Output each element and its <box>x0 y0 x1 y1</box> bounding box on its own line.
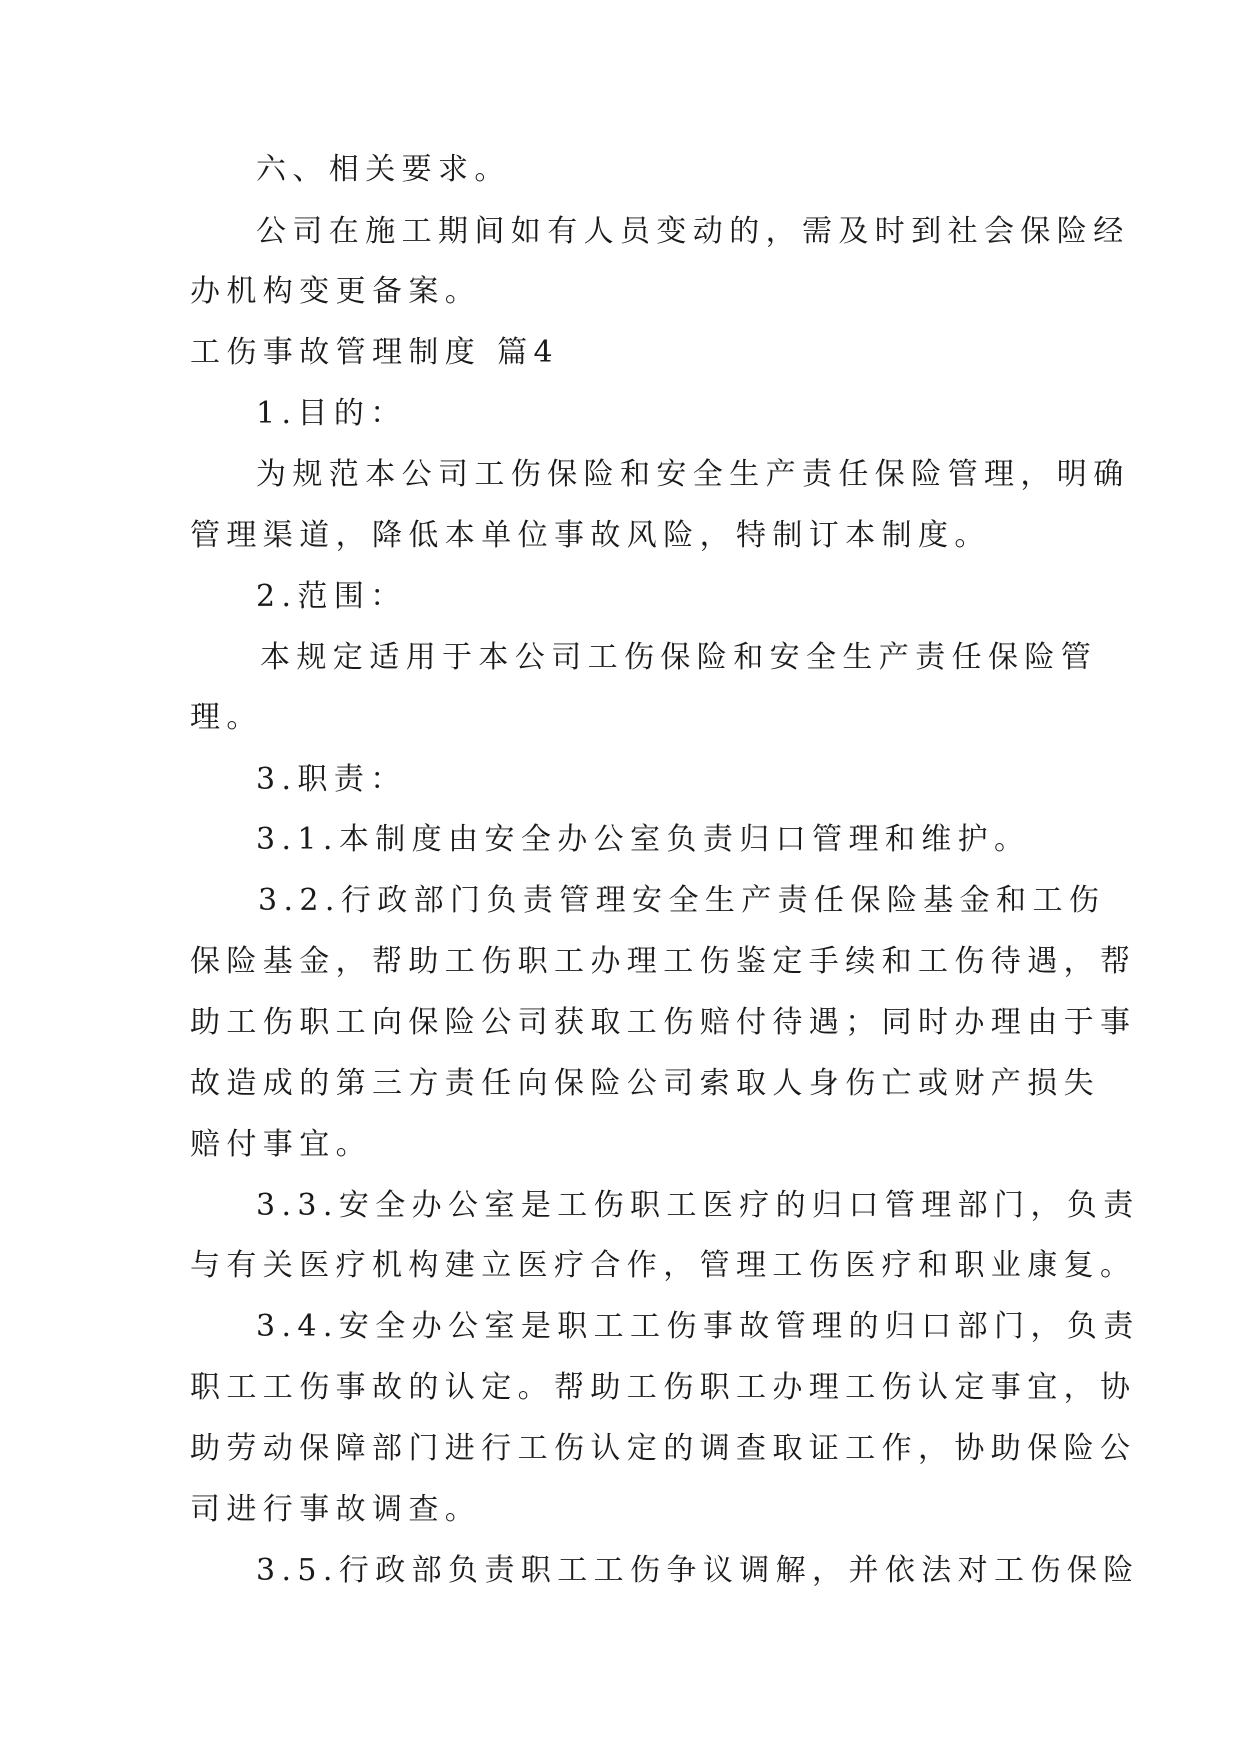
paragraph-line: 助工伤职工向保险公司获取工伤赔付待遇；同时办理由于事 <box>190 1005 1137 1040</box>
section-heading: 2.范围： <box>256 579 407 614</box>
paragraph-line: 职工工伤事故的认定。帮助工伤职工办理工伤认定事宜，协 <box>190 1370 1137 1405</box>
paragraph-line: 3.2.行政部门负责管理安全生产责任保险基金和工伤 <box>258 883 1106 918</box>
section-heading: 六、相关要求。 <box>256 152 511 187</box>
paragraph-line: 3.3.安全办公室是工伤职工医疗的归口管理部门，负责 <box>256 1188 1140 1223</box>
paragraph-line: 助劳动保障部门进行工伤认定的调查取证工作，协助保险公 <box>190 1431 1137 1466</box>
paragraph-line: 3.4.安全办公室是职工工伤事故管理的归口部门，负责 <box>256 1309 1140 1344</box>
paragraph-line: 3.1.本制度由安全办公室负责归口管理和维护。 <box>256 822 1031 857</box>
paragraph-line: 赔付事宜。 <box>190 1127 372 1162</box>
paragraph-line: 司进行事故调查。 <box>190 1492 482 1527</box>
paragraph-line: 办机构变更备案。 <box>190 274 482 309</box>
paragraph-line: 管理渠道，降低本单位事故风险，特制订本制度。 <box>190 518 991 553</box>
paragraph-line: 保险基金，帮助工伤职工办理工伤鉴定手续和工伤待遇，帮 <box>190 944 1137 979</box>
section-heading: 1.目的： <box>256 396 407 431</box>
paragraph-line: 理。 <box>190 700 263 735</box>
paragraph-line: 公司在施工期间如有人员变动的，需及时到社会保险经 <box>256 214 1130 249</box>
article-title: 工伤事故管理制度 篇4 <box>190 335 560 370</box>
paragraph-line: 本规定适用于本公司工伤保险和安全生产责任保险管 <box>260 640 1098 675</box>
paragraph-line: 3.5.行政部负责职工工伤争议调解，并依法对工伤保险 <box>256 1553 1140 1588</box>
section-heading: 3.职责： <box>256 762 407 797</box>
paragraph-line: 为规范本公司工伤保险和安全生产责任保险管理，明确 <box>256 457 1130 492</box>
paragraph-line: 故造成的第三方责任向保险公司索取人身伤亡或财产损失 <box>190 1066 1100 1101</box>
paragraph-line: 与有关医疗机构建立医疗合作，管理工伤医疗和职业康复。 <box>190 1248 1137 1283</box>
